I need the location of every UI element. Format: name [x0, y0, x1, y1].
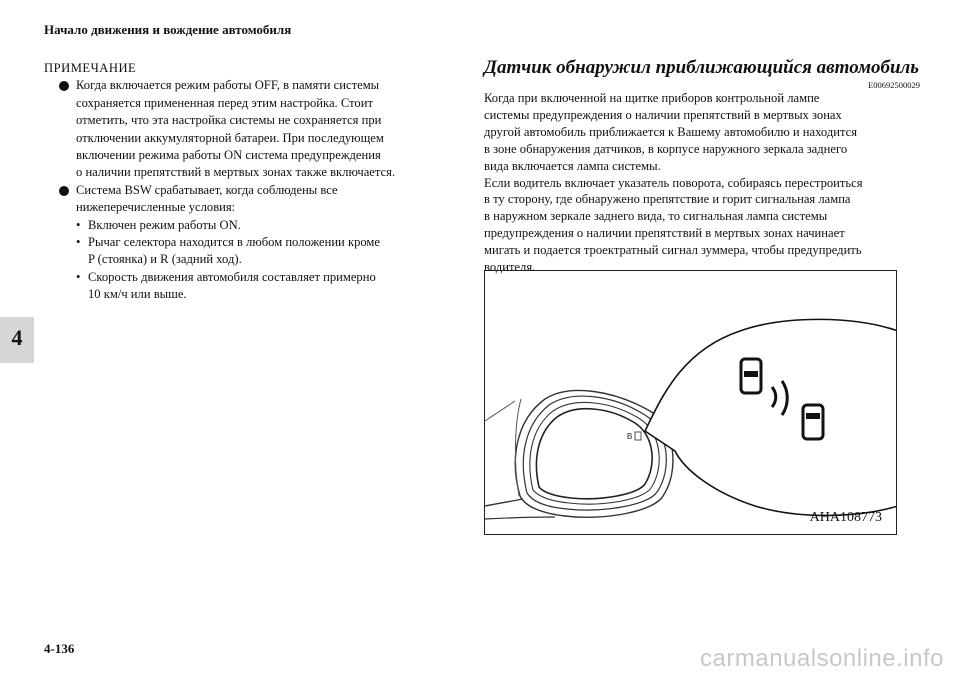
note-line: Когда включается режим работы OFF, в памяти системы [76, 78, 380, 93]
condition-line: 10 км/ч или выше. [88, 287, 187, 302]
note-line: отключении аккумуляторной батареи. При последующем [76, 130, 384, 145]
section-code: E00692500029 [868, 80, 920, 90]
body-line: другой автомобиль приближается к Вашему автомобилю и находится [484, 124, 858, 139]
running-header: Начало движения и вождение автомобиля [44, 22, 292, 37]
condition-list [44, 217, 439, 304]
list-bullet: • [76, 269, 81, 284]
condition-item [44, 217, 439, 234]
side-mirror-icon [485, 271, 897, 535]
note-line: сохраняется примененная перед этим настройка. Стоит [76, 95, 373, 110]
condition-item [44, 269, 439, 304]
body-line: водителя. [484, 260, 536, 275]
section-title: Датчик обнаружил приближающийся автомобиль [484, 57, 919, 78]
note-block [44, 60, 439, 304]
page-number: 4-136 [44, 641, 75, 656]
body-line: Когда при включенной на щитке приборов контрольной лампе [484, 91, 820, 105]
mirror-figure [484, 270, 897, 535]
condition-line: Рычаг селектора находится в любом положении кроме [88, 235, 380, 250]
note-bullet-2 [44, 182, 439, 217]
note-line: отметить, что эта настройка системы не сохраняется при [76, 113, 382, 128]
body-line: предупреждения о наличии препятствий в мертвых зонах начинает [484, 226, 845, 241]
note-bullet-1 [44, 77, 439, 181]
body-line: мигать и подается троектратный сигнал зуммера, чтобы предупредить [484, 243, 862, 258]
note-line: включении режима работы ON система предупреждения [76, 148, 381, 163]
condition-line: Скорость движения автомобиля составляет примерно [88, 269, 376, 284]
body-line: вида включается лампа системы. [484, 158, 661, 173]
chapter-number: 4 [11, 325, 23, 350]
note-title: ПРИМЕЧАНИЕ [44, 61, 137, 75]
note-line: нижеперечисленные условия: [76, 200, 236, 215]
note-line: Система BSW срабатывает, когда соблюдены все [76, 182, 338, 197]
condition-line: Включен режим работы ON. [88, 217, 241, 232]
body-line: системы предупреждения о наличии препятствий в мертвых зонах [484, 107, 842, 122]
list-bullet: • [76, 217, 81, 232]
condition-item [44, 234, 439, 269]
svg-text:B: B [627, 432, 633, 441]
chapter-tab [0, 317, 34, 363]
note-line: о наличии препятствий в мертвых зонах также включается. [76, 165, 396, 180]
body-line: в ту сторону, где обнаружено препятствие и горит сигнальная лампа [484, 192, 851, 207]
bullet-dot-icon [59, 81, 69, 91]
body-line: в зоне обнаружения датчиков, в корпусе наружного зеркала заднего [484, 141, 848, 156]
section-body [484, 90, 920, 276]
watermark: carmanualsonline.info [700, 645, 944, 672]
figure-code: AHA108773 [809, 510, 882, 525]
condition-line: P (стоянка) и R (задний ход). [88, 252, 242, 267]
body-line: Если водитель включает указатель поворота, собираясь перестроиться [484, 175, 863, 190]
bullet-dot-icon [59, 186, 69, 196]
body-line: в наружном зеркале заднего вида, то сигнальная лампа системы [484, 209, 828, 224]
list-bullet: • [76, 235, 81, 250]
